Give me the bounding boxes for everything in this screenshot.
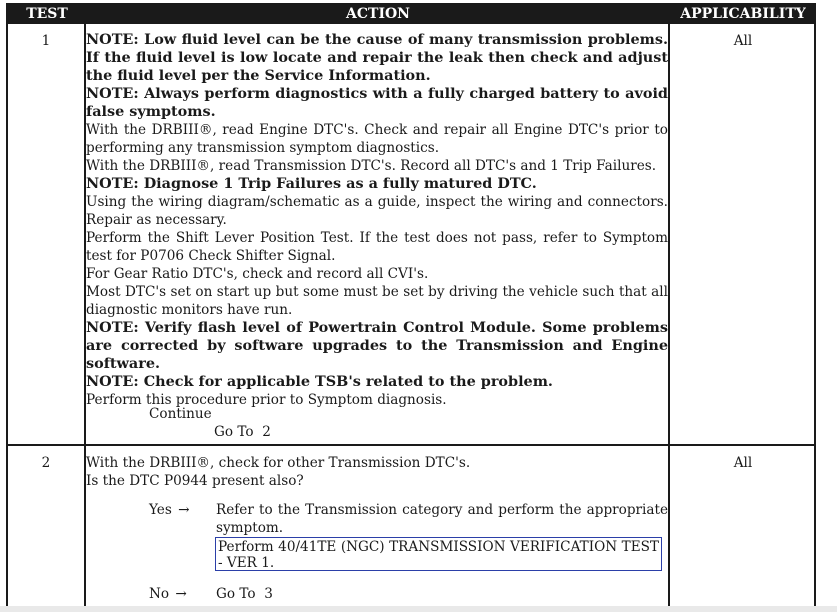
instruction-text: With the DRBIII®, read Engine DTC's. Check and repair all Engine DTC's prior to performing any transmission symptom diagnostics.	[86, 122, 668, 156]
header-action: ACTION	[346, 6, 410, 22]
action-text	[86, 31, 668, 409]
row-divider	[8, 444, 814, 446]
applicability-value: All	[733, 33, 753, 49]
goto-link[interactable]: Go To 2	[214, 424, 271, 440]
note-text: NOTE: Low fluid level can be the cause of many transmission problems. If the fluid level is low locate and repair the leak then check and adjust the fluid level per the Service Information.	[86, 31, 668, 84]
test-number: 1	[41, 33, 51, 49]
note-text: NOTE: Diagnose 1 Trip Failures as a fully matured DTC.	[86, 175, 537, 192]
note-text: NOTE: Verify flash level of Powertrain Control Module. Some problems are corrected by software upgrades to the Transmission and Engine software.	[86, 319, 668, 372]
column-divider	[668, 5, 670, 607]
no-label	[149, 585, 193, 603]
header-applicability: APPLICABILITY	[680, 6, 806, 22]
yes-instruction: Refer to the Transmission category and perform the appropriate symptom.	[216, 502, 668, 536]
diagnostic-table	[6, 3, 816, 609]
no-text: No	[149, 586, 170, 602]
applicability-value: All	[733, 455, 753, 471]
instruction-text: With the DRBIII®, check for other Transmission DTC's.	[86, 455, 471, 471]
instruction-text: Perform this procedure prior to Symptom diagnosis.	[86, 392, 447, 408]
instruction-text: Most DTC's set on start up but some must be set by driving the vehicle such that all diagnostic monitors have run.	[86, 284, 668, 318]
table-header	[8, 5, 814, 24]
arrow-icon: →	[178, 502, 190, 518]
page-bottom-edge	[0, 606, 837, 612]
note-text: NOTE: Always perform diagnostics with a fully charged battery to avoid false symptoms.	[86, 85, 668, 120]
verification-test-link[interactable]: Perform 40/41TE (NGC) TRANSMISSION VERIFICATION TEST - VER 1.	[215, 537, 662, 571]
question-text: Is the DTC P0944 present also?	[86, 473, 304, 489]
instruction-text: With the DRBIII®, read Transmission DTC's. Record all DTC's and 1 Trip Failures.	[86, 158, 657, 174]
test-number: 2	[41, 455, 51, 471]
instruction-text: Perform the Shift Lever Position Test. If the test does not pass, refer to Symptom test for P0706 Check Shifter Signal.	[86, 230, 668, 264]
note-text: NOTE: Check for applicable TSB's related to the problem.	[86, 373, 553, 390]
continue-label: Continue	[149, 406, 212, 422]
action-text	[86, 454, 668, 490]
instruction-text: For Gear Ratio DTC's, check and record all CVI's.	[86, 266, 429, 282]
yes-text: Yes	[149, 502, 172, 518]
yes-label	[149, 501, 196, 519]
instruction-text: Using the wiring diagram/schematic as a guide, inspect the wiring and connectors. Repair as necessary.	[86, 194, 668, 228]
header-test: TEST	[26, 6, 68, 22]
arrow-icon: →	[175, 586, 187, 602]
goto-link[interactable]: Go To 3	[216, 586, 273, 602]
